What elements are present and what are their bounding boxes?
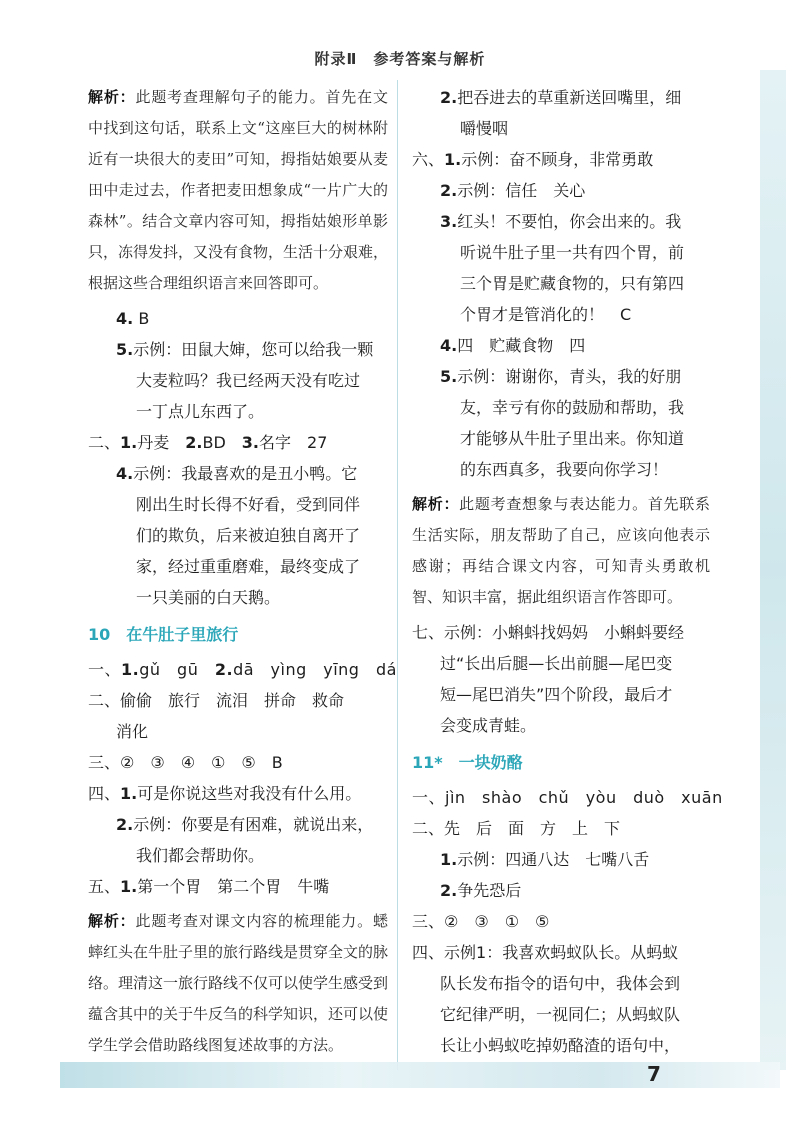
answer-line	[88, 458, 388, 489]
section-label: 一、	[88, 660, 122, 679]
answer-line: 短—尾巴消失”四个阶段，最后才	[440, 685, 673, 704]
answer-line: 过“长出后腿—长出前腿—尾巴变	[440, 654, 673, 673]
answer-line: 听说牛肚子里一共有四个胃，前	[460, 243, 685, 262]
answer-text: 示例：奋不顾身，非常勇敢	[461, 150, 654, 169]
answer-line	[88, 809, 388, 840]
answer-line	[412, 82, 710, 113]
right-column	[412, 82, 723, 1061]
analysis-text: 此题考查理解句子的能力。首先在文中找到这句话，联系上文“这座巨大的树林附近有一块很大的麦田”可知，拇指姑娘要从麦田中走过去，作者把麦田想象成“一片广大的森林”。结合文章内容可知，拇指姑娘形单影只，冻得发抖，又没有食物，生活十分艰难，根据这些合理组织语言来回答即可。	[88, 88, 389, 292]
question-number: 4.	[440, 336, 458, 355]
question-number: 4.	[116, 464, 134, 483]
section-label: 七、	[412, 623, 445, 642]
section-line	[412, 144, 710, 175]
question-number: 2.	[214, 660, 234, 679]
answer-line: 个胃才是管消化的！ C	[460, 305, 632, 324]
answer-line: 它纪律严明，一视同仁；从蚂蚁队	[440, 1005, 681, 1024]
answer-text: 名字 27	[259, 433, 328, 452]
answer-text: 示例：你要是有困难，就说出来，	[133, 815, 374, 834]
lesson-heading	[412, 747, 710, 778]
answer-text: 示例1：我喜欢蚂蚁队长。从蚂蚁	[444, 943, 679, 962]
answer-text: 可是你说这些对我没有什么用。	[137, 784, 362, 803]
answer-text: 示例：谢谢你，青头，我的好朋	[457, 367, 682, 386]
answer-line: 友，幸亏有你的鼓励和帮助，我	[460, 398, 685, 417]
section-label: 三、	[412, 912, 445, 931]
answer-text: ② ③ ④ ① ⑤ B	[120, 753, 283, 772]
analysis-label: 解析：	[88, 912, 136, 930]
section-line	[412, 617, 710, 648]
section-line	[412, 906, 710, 937]
question-number: 2.	[440, 881, 458, 900]
analysis-label: 解析：	[88, 88, 136, 106]
section-label: 六、	[412, 150, 445, 169]
answer-text: jìn shào chǔ yòu duò xuān	[445, 788, 723, 807]
answer-text: 偷偷 旅行 流泪 拼命 救命	[120, 691, 345, 710]
answer-text: 示例：我最喜欢的是丑小鸭。它	[133, 464, 358, 483]
section-label: 二、	[88, 433, 121, 452]
answer-line: 们的欺负，后来被迫独自离开了	[136, 526, 361, 545]
analysis-block	[88, 82, 388, 299]
section-line	[412, 813, 710, 844]
lesson-number: 11*	[412, 753, 443, 772]
section-line	[88, 871, 388, 902]
analysis-label: 解析：	[412, 495, 460, 513]
question-number: 2.	[185, 433, 203, 452]
question-number: 1.	[440, 850, 458, 869]
answer-text: ② ③ ① ⑤	[444, 912, 550, 931]
answer-line	[412, 330, 710, 361]
answer-line: 我们都会帮助你。	[136, 846, 265, 865]
section-label: 四、	[412, 943, 445, 962]
answer-line: 队长发布指令的语句中，我体会到	[440, 974, 681, 993]
answer-line	[88, 303, 388, 334]
answer-line: 才能够从牛肚子里出来。你知道	[460, 429, 685, 448]
answer-text: B	[138, 309, 150, 328]
answer-text: 先 后 面 方 上 下	[444, 819, 621, 838]
answer-line	[412, 175, 710, 206]
page-header: 附录Ⅱ 参考答案与解析	[314, 50, 486, 68]
answer-line	[412, 206, 710, 237]
answer-line: 刚出生时长得不好看，受到同伴	[136, 495, 361, 514]
question-number: 1.	[444, 150, 462, 169]
section-line	[412, 782, 723, 813]
section-label: 二、	[88, 691, 121, 710]
answer-line	[412, 875, 710, 906]
answer-line	[412, 844, 710, 875]
column-divider	[397, 80, 398, 1070]
question-number: 1.	[121, 660, 140, 679]
lesson-title: 一块奶酪	[458, 753, 523, 772]
left-column	[88, 82, 397, 1061]
question-number: 2.	[116, 815, 134, 834]
answer-line: 家，经过重重磨难，最终变成了	[136, 557, 361, 576]
answer-text: 示例：田鼠大婶，您可以给我一颗	[133, 340, 374, 359]
analysis-block	[412, 489, 710, 613]
question-number: 3.	[241, 433, 260, 452]
answer-text: 争先恐后	[457, 881, 522, 900]
lesson-heading	[88, 619, 388, 650]
answer-line: 消化	[116, 722, 149, 741]
answer-text: dā yìng yīng dá	[233, 660, 397, 679]
answer-line: 长让小蚂蚁吃掉奶酪渣的语句中，	[440, 1036, 681, 1055]
decorative-side-strip	[760, 70, 786, 1070]
page-number: 7	[647, 1062, 661, 1086]
section-label: 五、	[88, 877, 121, 896]
decorative-bottom-band	[60, 1062, 780, 1088]
question-number: 3.	[440, 212, 458, 231]
question-number: 5.	[440, 367, 458, 386]
answer-text: 四 贮藏食物 四	[457, 336, 586, 355]
section-line	[88, 427, 388, 458]
answer-line	[88, 334, 388, 365]
answer-text: 示例：信任 关心	[457, 181, 586, 200]
question-number: 1.	[120, 877, 138, 896]
section-line	[88, 747, 388, 778]
section-line	[88, 654, 397, 685]
answer-line: 的东西真多，我要向你学习！	[460, 460, 669, 479]
answer-line: 大麦粒吗？我已经两天没有吃过	[136, 371, 361, 390]
section-label: 三、	[88, 753, 121, 772]
answer-line: 嚼慢咽	[460, 119, 509, 138]
question-number: 1.	[120, 784, 138, 803]
answer-text: BD	[202, 433, 226, 452]
analysis-text: 此题考查对课文内容的梳理能力。蟋蟀红头在牛肚子里的旅行路线是贯穿全文的脉络。理清这一旅行路线不仅可以使学生感受到蕴含其中的关于牛反刍的科学知识，还可以使学生学会借助路线图复述故事的方法。	[88, 912, 389, 1054]
section-line	[412, 937, 710, 968]
answer-text: 把吞进去的草重新送回嘴里，细	[457, 88, 682, 107]
question-number: 2.	[440, 88, 458, 107]
analysis-block	[88, 906, 388, 1061]
answer-text: 示例：四通八达 七嘴八舌	[457, 850, 650, 869]
answer-line: 一只美丽的白天鹅。	[136, 588, 281, 607]
answer-line	[412, 361, 710, 392]
lesson-number: 10	[88, 625, 111, 644]
answer-text: 示例：小蝌蚪找妈妈 小蝌蚪要经	[444, 623, 685, 642]
answer-line: 三个胃是贮藏食物的，只有第四	[460, 274, 685, 293]
answer-text: 第一个胃 第二个胃 牛嘴	[137, 877, 330, 896]
section-label: 四、	[88, 784, 121, 803]
question-number: 2.	[440, 181, 458, 200]
answer-text: 丹麦	[137, 433, 170, 452]
answer-line: 一丁点儿东西了。	[136, 402, 265, 421]
analysis-text: 此题考查想象与表达能力。首先联系生活实际，朋友帮助了自己，应该向他表示感谢；再结合课文内容，可知青头勇敢机智、知识丰富，据此组织语言作答即可。	[412, 495, 710, 606]
section-line	[88, 778, 388, 809]
lesson-title: 在牛肚子里旅行	[126, 625, 239, 644]
answer-line: 会变成青蛙。	[440, 716, 537, 735]
answer-text: 红头！不要怕，你会出来的。我	[457, 212, 682, 231]
question-number: 5.	[116, 340, 134, 359]
section-label: 二、	[412, 819, 445, 838]
question-number: 4.	[116, 309, 134, 328]
question-number: 1.	[120, 433, 138, 452]
answer-text: gǔ gū	[139, 660, 199, 679]
section-line	[88, 685, 388, 716]
section-label: 一、	[412, 788, 446, 807]
